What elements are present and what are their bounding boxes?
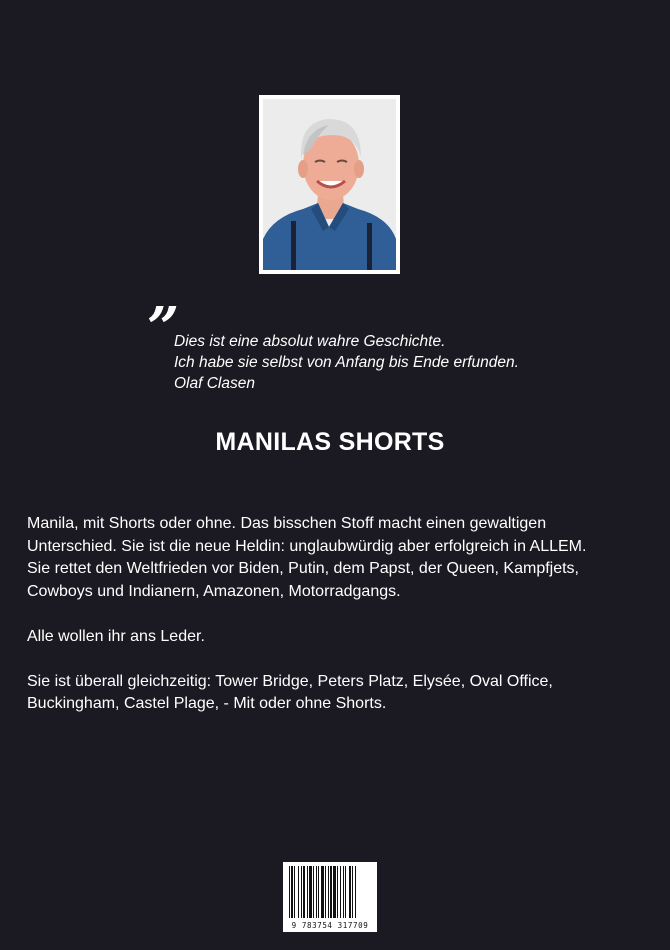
barcode-icon [283,862,377,920]
book-title: MANILAS SHORTS [215,428,445,456]
book-blurb [27,513,637,716]
paragraph-gap [27,648,637,671]
author-quote [174,331,519,394]
blurb-line: Buckingham, Castel Plage, - Mit oder ohne Shorts. [27,695,387,712]
quote-line: Dies ist eine absolut wahre Geschichte. [174,333,446,350]
quote-author: Olaf Clasen [174,375,255,392]
isbn-number: 9 783754 317709 [291,921,369,930]
blurb-line: Cowboys und Indianern, Amazonen, Motorradgangs. [27,582,401,600]
barcode [283,862,377,932]
blurb-line: Alle wollen ihr ans Leder. [27,627,205,645]
blurb-line: Sie rettet den Weltfrieden vor Biden, Putin, dem Papst, der Queen, Kampfjets, [27,560,579,577]
paragraph-gap [27,603,637,626]
author-photo [259,95,400,274]
quote-mark-icon: ” [147,295,180,361]
blurb-line: Sie ist überall gleichzeitig: Tower Bridge, Peters Platz, Elysée, Oval Office, [27,672,553,690]
blurb-line: Unterschied. Sie ist die neue Heldin: unglaubwürdig aber erfolgreich in ALLEM. [27,537,587,555]
quote-line: Ich habe sie selbst von Anfang bis Ende erfunden. [174,354,519,371]
blurb-line: Manila, mit Shorts oder ohne. Das bisschen Stoff macht einen gewaltigen [27,515,547,532]
author-portrait-icon [263,99,396,270]
